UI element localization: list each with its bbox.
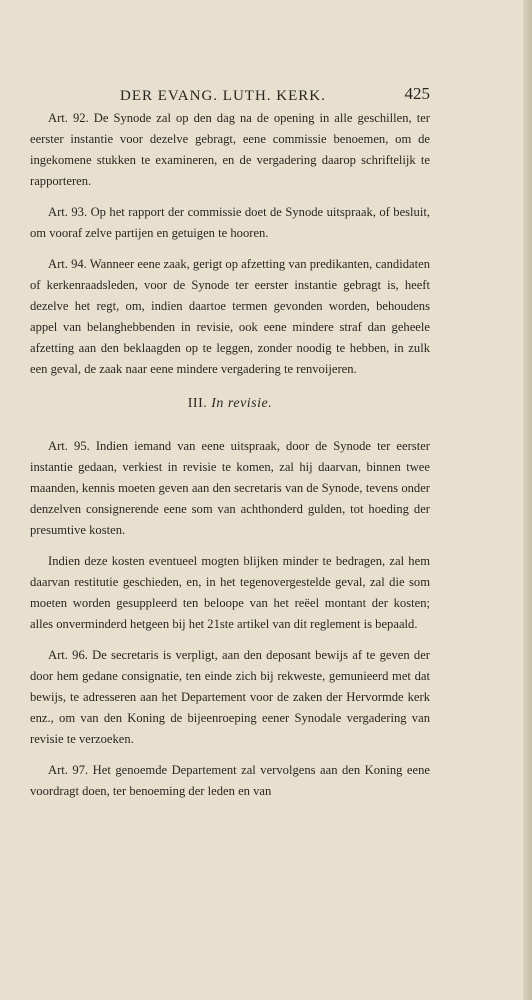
article-95-continued: Indien deze kosten eventueel mogten blijken minder te bedragen, zal hem daarvan restitutie geschieden, en, in het tegenovergestelde geval, zal die som moeten worden gesuppleerd ten beloope van het reëel montant der kosten; alles onverminderd hetgeen bij het 21ste artikel van dit reglement is bepaald. [30,554,430,631]
running-title: DER EVANG. LUTH. KERK. [120,88,326,104]
page-number: 425 [404,84,430,103]
article-92: Art. 92. De Synode zal op den dag na de opening in alle geschillen, ter eerster instantie voor dezelve gebragt, eene commissie benoemen, om de ingekomene stukken te examineren, en de vergadering daarop schriftelijk te rapporteren. [30,111,430,188]
section-title: In revisie. [211,396,273,411]
article-96: Art. 96. De secretaris is verpligt, aan den deposant bewijs af te geven der door hem gedane consignatie, ten einde zich bij rekweste, gemunieerd met dat bewijs, te adresseren aan het Departement voor de zaken der Hervormde kerk enz., om van den Koning de bijeenroeping eener Synodale vergadering van revisie te verzoeken. [30,648,430,746]
section-heading [30,396,430,412]
article-94: Art. 94. Wanneer eene zaak, gerigt op afzetting van predikanten, candidaten of kerkenraadsleden, voor de Synode ter eerster instantie gebragt is, heeft dezelve het regt, om, indien daartoe termen gevonden worden, behoudens appel van belanghebbenden in revisie, ook eene mindere straf dan geheele afzetting aan den beklaagden op te leggen, zonder noodig te hebben, in zulk een geval, de zaak naar eene mindere vergadering te renvoijeren. [30,257,430,376]
section-number: III. [187,396,208,411]
article-93: Art. 93. Op het rapport der commissie doet de Synode uitspraak, of besluit, om vooraf zelve partijen en getuigen te hooren. [30,205,430,240]
page-edge [523,0,532,1000]
page-body [30,70,430,812]
article-95: Art. 95. Indien iemand van eene uitspraak, door de Synode ter eerster instantie gedaan, verkiest in revisie te komen, zal hij daarvan, binnen twee maanden, kennis moeten geven aan den secretaris van de Synode, tevens onder denzelven consignerende eene som van achthonderd gulden, tot hoeding der presumtive kosten. [30,439,430,537]
running-head [30,70,430,104]
article-97: Art. 97. Het genoemde Departement zal vervolgens aan den Koning eene voordragt doen, ter benoeming der leden en van [30,763,430,798]
